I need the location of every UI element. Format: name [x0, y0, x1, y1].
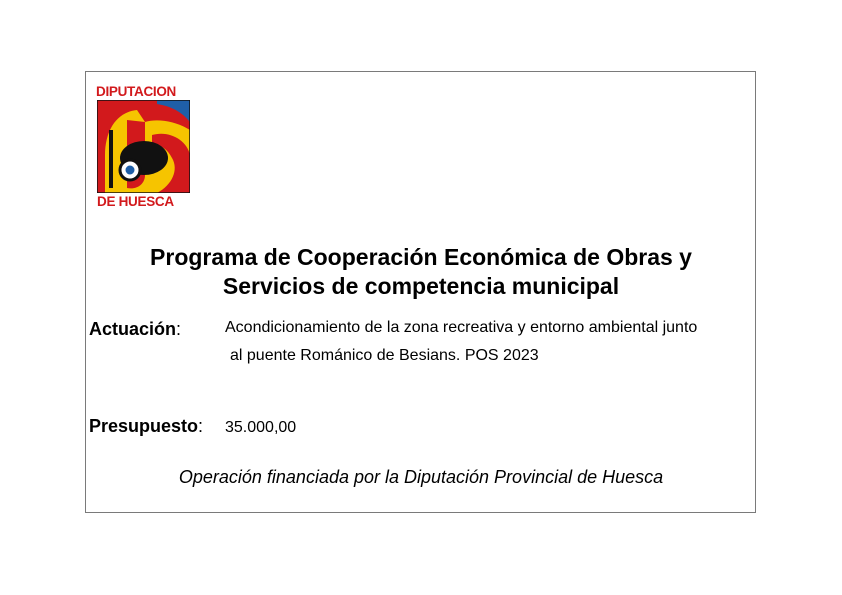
actuacion-line-1: Acondicionamiento de la zona recreativa y entorno ambiental junto	[225, 319, 698, 336]
actuacion-label	[89, 318, 181, 340]
page-title	[100, 243, 742, 301]
actuacion-colon: :	[176, 319, 182, 339]
actuacion-label-text: Actuación	[89, 319, 177, 339]
title-line-2: Servicios de competencia municipal	[222, 273, 620, 299]
diputacion-huesca-logo	[96, 84, 192, 210]
presupuesto-colon: :	[198, 416, 204, 436]
logo-emblem-icon	[97, 100, 190, 193]
presupuesto-value: 35.000,00	[225, 419, 297, 436]
financing-note: Operación financiada por la Diputación Provincial de Huesca	[178, 467, 664, 487]
presupuesto-label	[89, 415, 203, 437]
title-line-1: Programa de Cooperación Económica de Obras y	[150, 244, 692, 270]
logo-bottom-text: DE HUESCA	[97, 194, 174, 209]
actuacion-line-2: al puente Románico de Besians. POS 2023	[230, 347, 539, 364]
logo-top-text: DIPUTACION	[96, 84, 176, 99]
presupuesto-label-text: Presupuesto	[89, 416, 199, 436]
